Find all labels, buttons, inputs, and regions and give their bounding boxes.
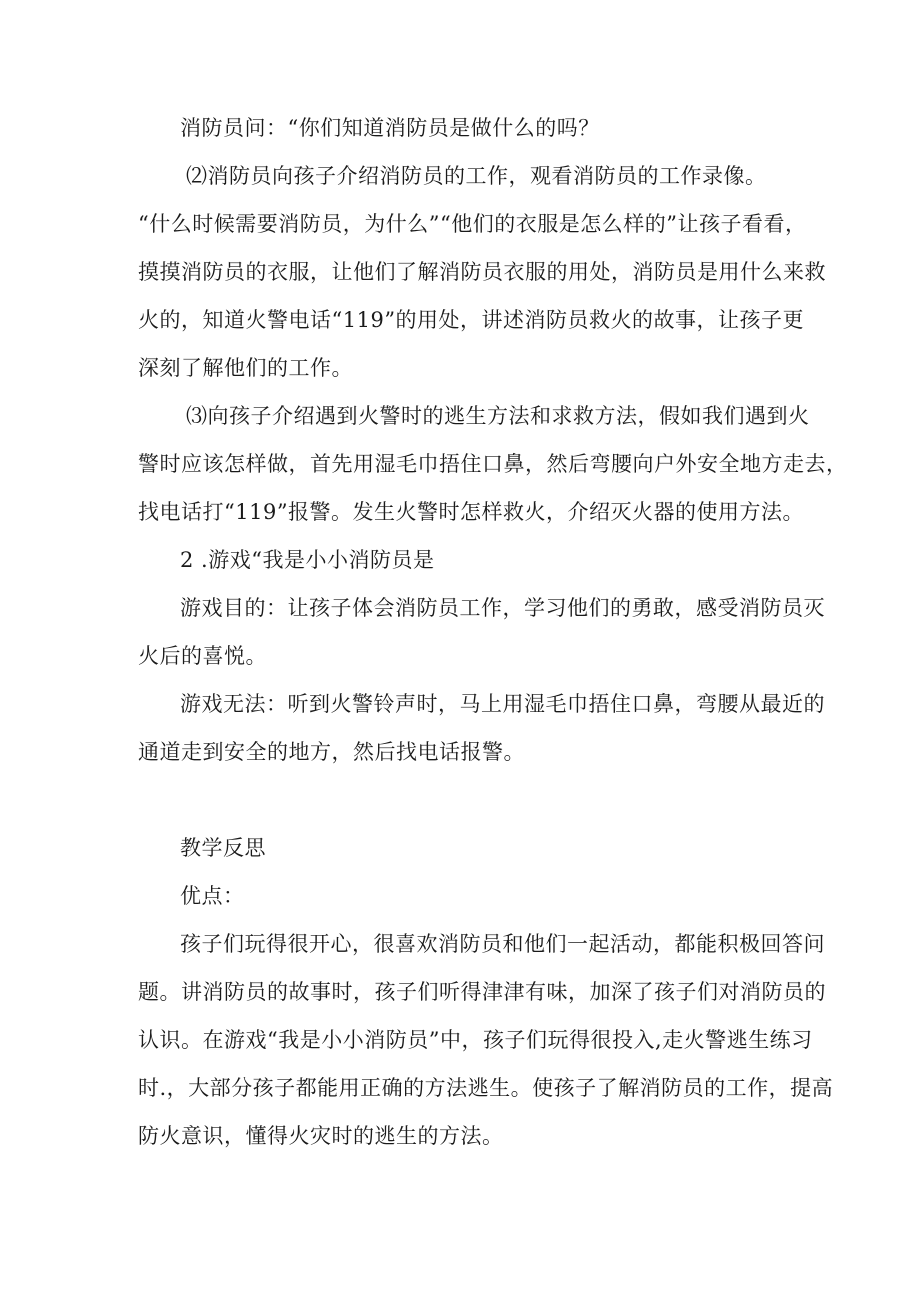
paragraph-line: 防火意识，懂得火灾时的逃生的方法。 (138, 1124, 504, 1148)
section-heading: 2 .游戏“我是小小消防员是 (180, 548, 435, 572)
paragraph-line: 摸摸消防员的衣服，让他们了解消防员衣服的用处，消防员是用什么来救 (138, 260, 826, 284)
paragraph-line: 认识。在游戏“我是小小消防员”中，孩子们玩得很投入,走火警逃生练习 (138, 1028, 813, 1052)
paragraph-line: 孩子们玩得很开心，很喜欢消防员和他们一起活动，都能积极回答问 (180, 932, 825, 956)
paragraph-line: 时.，大部分孩子都能用正确的方法逃生。使孩子了解消防员的工作，提高 (138, 1076, 834, 1100)
paragraph-line: ⑶向孩子介绍遇到火警时的逃生方法和求救方法，假如我们遇到火 (186, 404, 810, 428)
paragraph-line: 找电话打“119”报警。发生火警时怎样救火，介绍灭火器的使用方法。 (138, 500, 805, 524)
subheading: 优点： (180, 884, 245, 908)
section-heading: 教学反思 (180, 836, 266, 860)
paragraph-line: 火的，知道火警电话“119”的用处，讲述消防员救火的故事，让孩子更 (138, 308, 805, 332)
paragraph-line: 游戏目的：让孩子体会消防员工作，学习他们的勇敢，感受消防员灭 (180, 596, 825, 620)
paragraph-line: “什么时候需要消防员，为什么”“他们的衣服是怎么样的”让孩子看看， (138, 212, 807, 236)
paragraph-line: ⑵消防员向孩子介绍消防员的工作，观看消防员的工作录像。 (186, 164, 767, 188)
paragraph-line: 游戏无法：听到火警铃声时，马上用湿毛巾捂住口鼻，弯腰从最近的 (180, 692, 825, 716)
paragraph-line: 深刻了解他们的工作。 (138, 356, 353, 380)
paragraph-line: 警时应该怎样做，首先用湿毛巾捂住口鼻，然后弯腰向户外安全地方走去， (138, 452, 848, 476)
paragraph-line: 题。讲消防员的故事时，孩子们听得津津有味，加深了孩子们对消防员的 (138, 980, 826, 1004)
paragraph-line: 消防员问：“你们知道消防员是做什么的吗？ (180, 116, 600, 140)
paragraph-line: 通道走到安全的地方，然后找电话报警。 (138, 740, 525, 764)
paragraph-line: 火后的喜悦。 (138, 644, 267, 668)
